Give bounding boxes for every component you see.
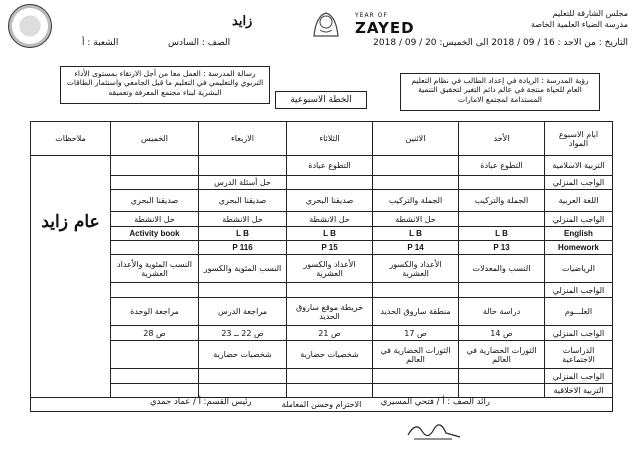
subject-cell: الدراسات الاجتماعية xyxy=(545,341,613,369)
table-cell: شخصيات حضارية xyxy=(199,341,287,369)
table-cell: L B xyxy=(287,227,373,241)
school-mission-box: رسالة المدرسة : العمل معا من أجل الارتقاء بمستوى الأداء التربوي والتعليمي في التعليم ما قبل الجامعي واستثمار الطاقات البشرية لبناء مجتمع المعرفة وتعميقه xyxy=(60,66,270,104)
table-row xyxy=(31,176,613,190)
table-cell: التطوع عبادة xyxy=(287,156,373,176)
table-cell: الجملة والتركيب xyxy=(373,190,459,212)
table-cell: حل الانشطة xyxy=(373,212,459,227)
table-cell: منطقة ساروق الحديد xyxy=(373,298,459,326)
table-cell: دراسة حالة xyxy=(459,298,545,326)
table-cell xyxy=(287,384,373,398)
subject-cell: الرياضيات xyxy=(545,255,613,283)
school-name-line-2: مدرسة الضياء العلمية الخاصة xyxy=(530,20,628,29)
table-cell xyxy=(199,384,287,398)
table-cell: شخصيات حضارية xyxy=(287,341,373,369)
table-cell xyxy=(459,369,545,384)
table-row xyxy=(31,156,613,176)
table-cell: Activity book xyxy=(111,227,199,241)
subject-cell: Homework xyxy=(545,241,613,255)
values-footer-cell: الاحترام وحسن المعاملة xyxy=(31,398,613,412)
handwritten-signature xyxy=(404,415,464,443)
grade-leader-label: رائد الصف : أ / فتحي المسيري xyxy=(380,397,490,407)
subject-cell: الواجب المنزلي xyxy=(545,326,613,341)
table-cell xyxy=(111,176,199,190)
table-row xyxy=(31,212,613,227)
table-cell xyxy=(199,369,287,384)
school-emblem-logo xyxy=(8,4,52,48)
school-vision-box: رؤية المدرسة : الريادة في إعداد الطالب في نظام التعليم العام للحياة منتجة في عالم دائم التغير لتحقيق التنمية المستدامة لمجتمع الامارات xyxy=(400,73,600,111)
subject-cell: العلـــوم xyxy=(545,298,613,326)
table-cell xyxy=(459,384,545,398)
table-cell: صديقنا البحري xyxy=(199,190,287,212)
zayed-portrait-logo xyxy=(300,8,352,38)
table-header-row xyxy=(31,122,613,156)
table-cell: L B xyxy=(373,227,459,241)
table-cell xyxy=(459,283,545,298)
table-cell xyxy=(373,283,459,298)
table-cell xyxy=(111,341,199,369)
corner-days-label: ايام الاسبوع xyxy=(558,129,599,139)
notes-column xyxy=(31,156,111,398)
table-cell xyxy=(287,283,373,298)
day-header-monday: الاثنين xyxy=(373,122,459,156)
table-cell xyxy=(111,283,199,298)
table-row xyxy=(31,227,613,241)
table-cell: صديقنا البحري xyxy=(287,190,373,212)
table-cell: P 116 xyxy=(199,241,287,255)
table-cell: ص 14 xyxy=(459,326,545,341)
table-row xyxy=(31,369,613,384)
corner-subjects-label: المواد xyxy=(568,138,589,148)
table-cell: النسب والمعدلات xyxy=(459,255,545,283)
table-cell: مراجعة الدرس xyxy=(199,298,287,326)
table-cell: التطوع عبادة xyxy=(459,156,545,176)
table-cell: الجملة والتركيب xyxy=(459,190,545,212)
weekly-schedule-table xyxy=(30,121,613,412)
table-cell: الثورات الحضارية في العالم xyxy=(373,341,459,369)
table-cell: ص 22 ــ 23 xyxy=(199,326,287,341)
table-cell: حل الانشطة xyxy=(111,212,199,227)
table-row xyxy=(31,241,613,255)
table-cell xyxy=(287,176,373,190)
subject-cell: English xyxy=(545,227,613,241)
table-cell: L B xyxy=(459,227,545,241)
subject-cell: الواجب المنزلي xyxy=(545,212,613,227)
subject-cell: التربية الاخلاقية xyxy=(545,384,613,398)
table-cell: مراجعة الوحدة xyxy=(111,298,199,326)
table-cell: الأعداد والكسور العشرية xyxy=(373,255,459,283)
weekly-plan-title: الخطة الاسبوعية xyxy=(275,91,367,109)
table-cell: حل أسئلة الدرس xyxy=(199,176,287,190)
table-cell xyxy=(459,212,545,227)
subject-cell: الواجب المنزلي xyxy=(545,176,613,190)
day-header-tuesday: الثلاثاء xyxy=(287,122,373,156)
table-cell: حل الانشطة xyxy=(287,212,373,227)
table-cell: الثورات الحضارية في العالم xyxy=(459,341,545,369)
table-cell xyxy=(111,156,199,176)
day-header-thursday: الخميس xyxy=(111,122,199,156)
subject-cell: الواجب المنزلي xyxy=(545,283,613,298)
table-cell: P 14 xyxy=(373,241,459,255)
year-of-label: YEAR OF xyxy=(355,12,388,19)
date-range: التاريخ : من الاحد : 16 / 09 / 2018 الى الخميس: 20 / 09 / 2018 xyxy=(373,38,628,48)
table-row xyxy=(31,255,613,283)
table-cell xyxy=(373,156,459,176)
table-cell xyxy=(111,384,199,398)
table-cell: L B xyxy=(199,227,287,241)
table-cell: P 15 xyxy=(287,241,373,255)
zayed-label: ZAYED xyxy=(355,19,415,37)
day-header-wednesday: الاربعاء xyxy=(199,122,287,156)
table-row xyxy=(31,283,613,298)
table-cell xyxy=(199,283,287,298)
table-cell: النسب المئوية والكسور xyxy=(199,255,287,283)
subject-cell: اللغة العربية xyxy=(545,190,613,212)
table-cell xyxy=(459,176,545,190)
table-row xyxy=(31,326,613,341)
school-name-line-1: مجلس الشارقة للتعليم xyxy=(552,9,628,18)
department-head-label: رئيس القسم: أ / عماد حمدي xyxy=(150,397,252,407)
day-header-sunday: الأحد xyxy=(459,122,545,156)
table-cell xyxy=(373,384,459,398)
table-cell: خريطة موقع ساروق الحديد xyxy=(287,298,373,326)
section-label: الشعبة : أ xyxy=(82,38,119,48)
year-of-zayed-arabic: زايد xyxy=(232,14,253,29)
table-row xyxy=(31,298,613,326)
table-cell: P 13 xyxy=(459,241,545,255)
table-cell: ص 21 xyxy=(287,326,373,341)
year-of-zayed-english xyxy=(355,12,415,37)
table-row xyxy=(31,341,613,369)
table-row xyxy=(31,190,613,212)
year-of-zayed-ribbon: عام زايد xyxy=(41,212,100,232)
table-cell xyxy=(199,156,287,176)
table-cell xyxy=(111,241,199,255)
corner-header-cell xyxy=(545,122,613,156)
table-cell: ص 28 xyxy=(111,326,199,341)
table-row xyxy=(31,384,613,398)
subject-cell: الواجب المنزلي xyxy=(545,369,613,384)
table-cell: ص 17 xyxy=(373,326,459,341)
table-cell xyxy=(373,176,459,190)
table-cell xyxy=(287,369,373,384)
notes-header: ملاحظات xyxy=(31,122,111,156)
table-cell: الأعداد والكسور العشرية xyxy=(287,255,373,283)
table-cell xyxy=(373,369,459,384)
table-footer-row xyxy=(31,398,613,412)
grade-label: الصف : السادس xyxy=(168,38,231,48)
table-cell: حل الانشطة xyxy=(199,212,287,227)
table-cell: النسب المئوية والأعداد العشرية xyxy=(111,255,199,283)
table-cell xyxy=(111,369,199,384)
table-cell: صديقنا البحري xyxy=(111,190,199,212)
subject-cell: التربية الاسلامية xyxy=(545,156,613,176)
